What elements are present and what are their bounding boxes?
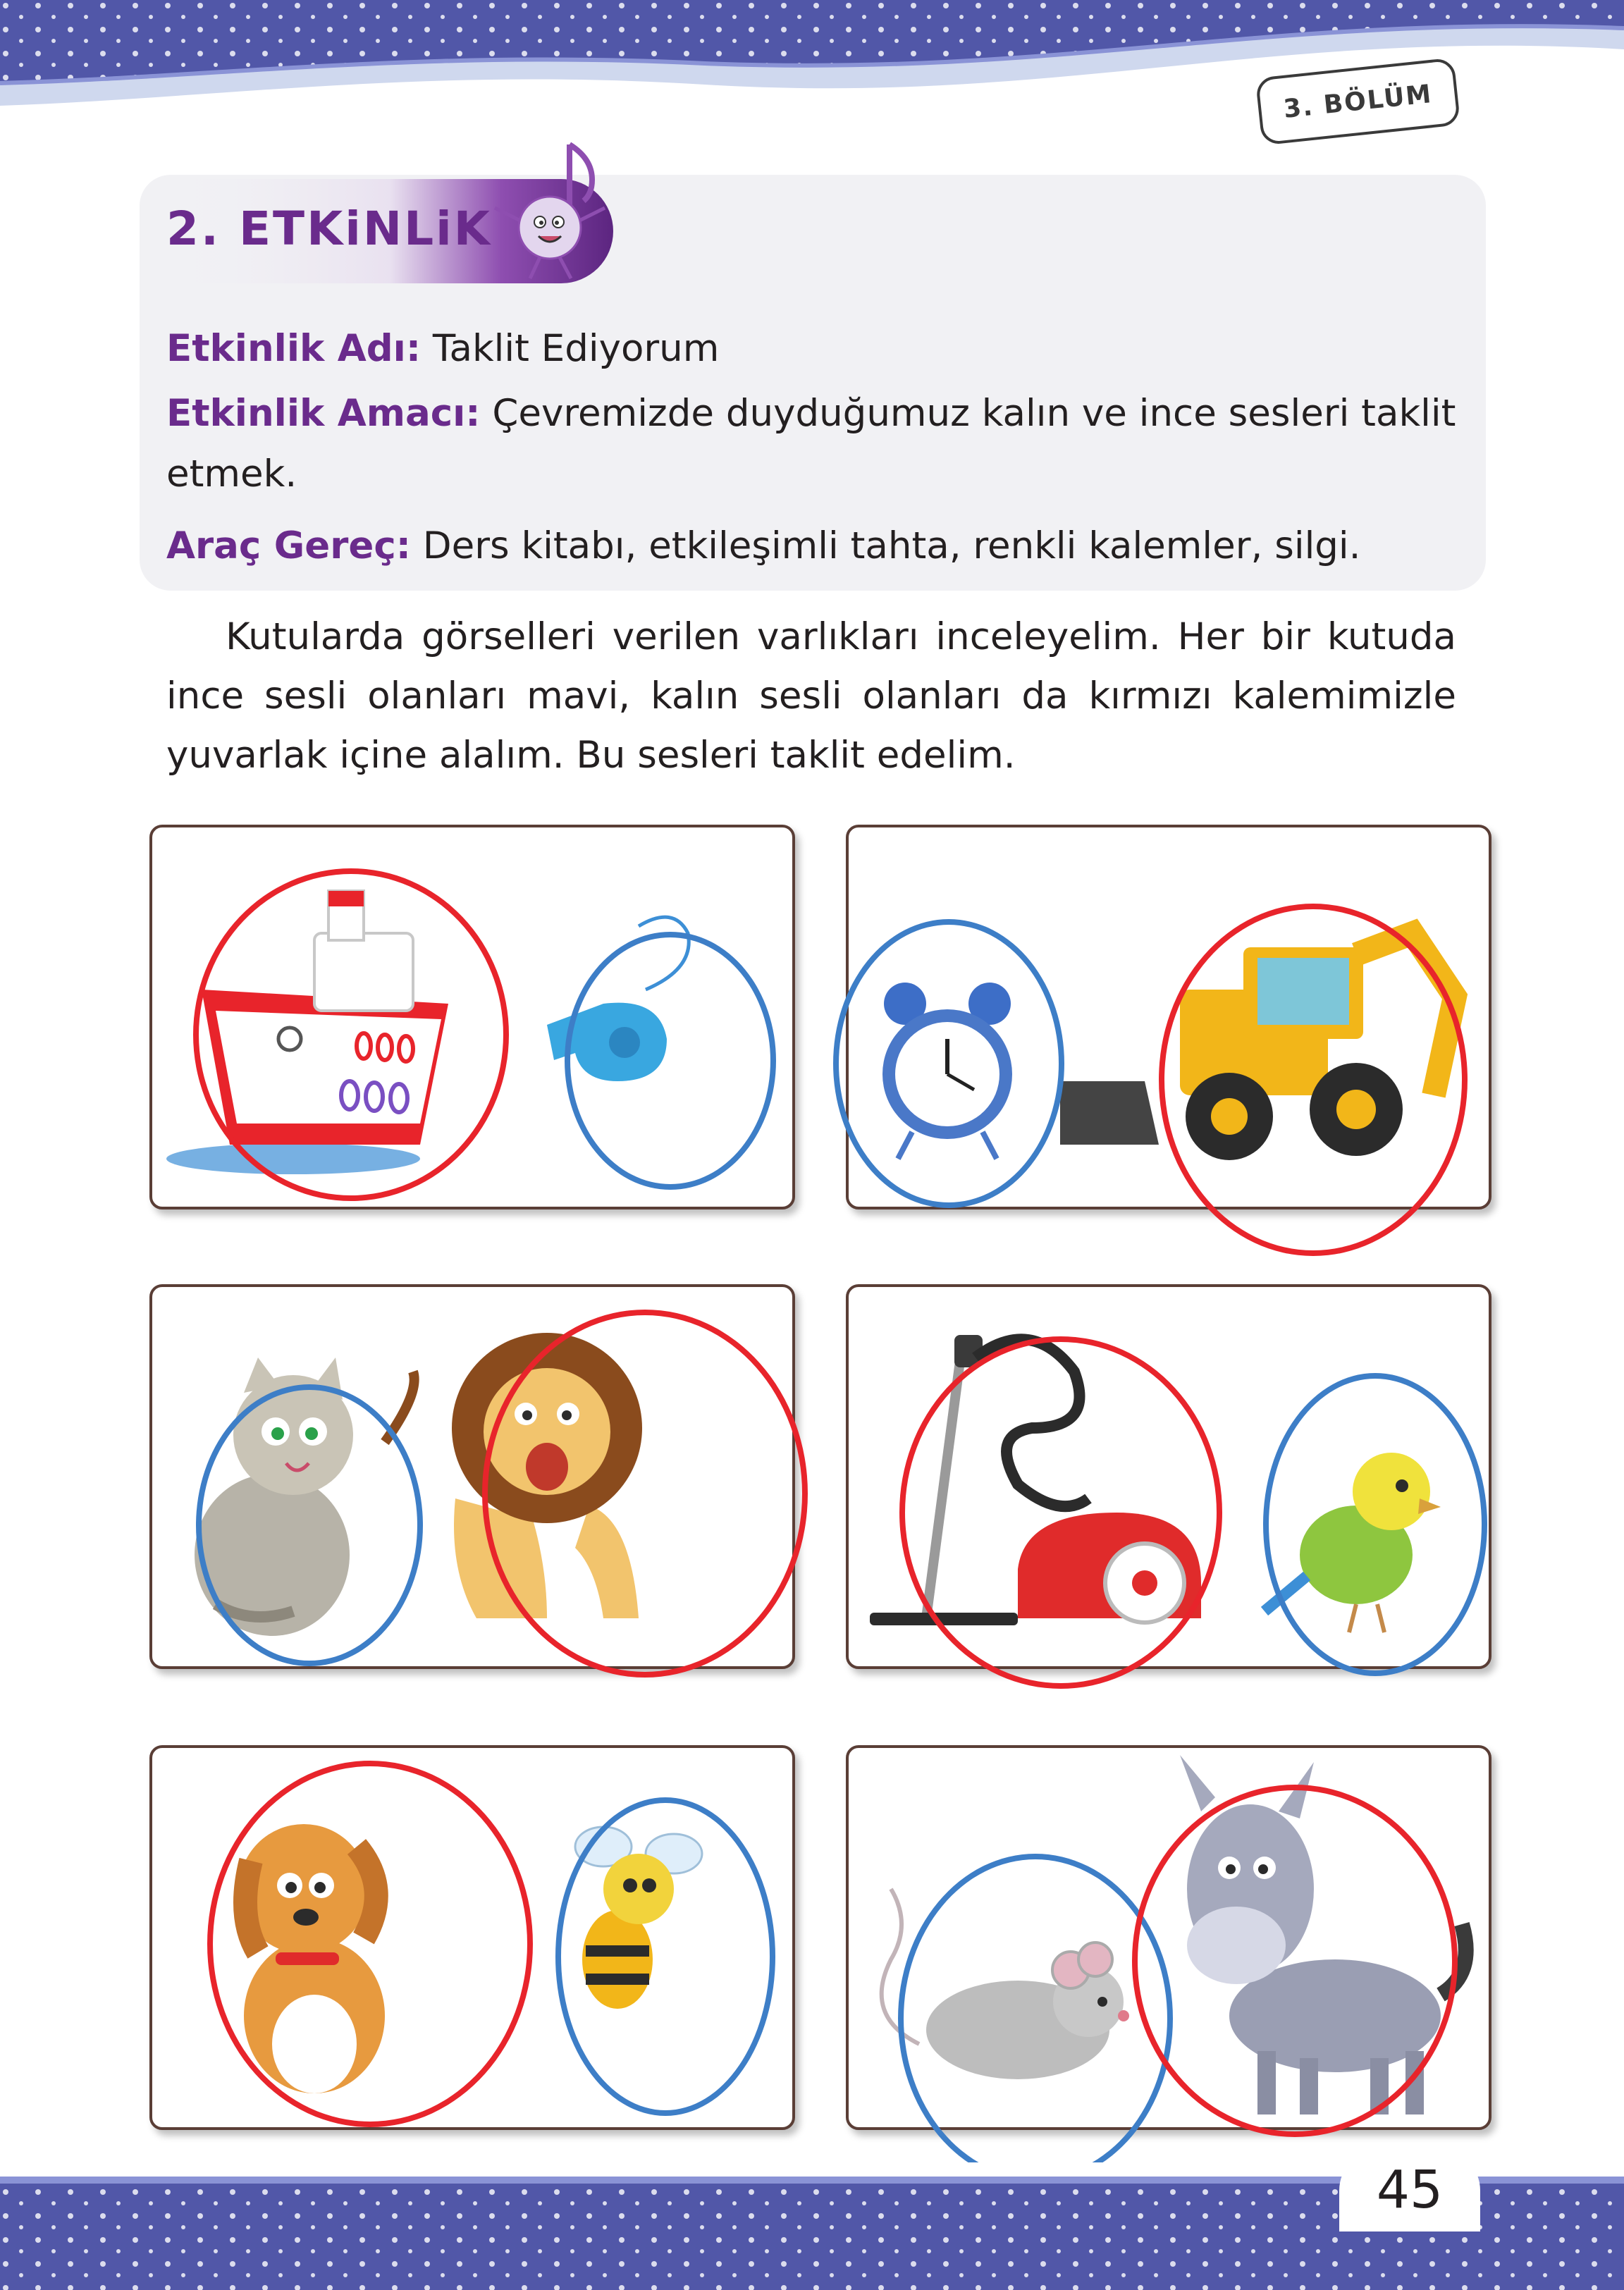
red-circle-mark [193, 868, 509, 1201]
picture-box-4 [846, 1284, 1491, 1669]
activity-aim-continuation: etmek. [166, 453, 297, 495]
instruction-line-3: yuvarlak içine alalım. Bu sesleri taklit edelim. [166, 734, 1016, 777]
music-note-mascot [486, 137, 610, 282]
activity-aim-label: Etkinlik Amacı: [166, 392, 481, 435]
blue-circle-mark [1263, 1373, 1487, 1676]
blue-circle-mark [898, 1854, 1173, 2184]
instruction-line-1: Kutularda görselleri verilen varlıkları inceleyelim. Her bir kutuda [226, 615, 1456, 658]
activity-tools-line [166, 523, 1463, 570]
red-circle-mark [207, 1761, 533, 2127]
activity-tools-value: Ders kitabı, etkileşimli tahta, renkli kalemler, silgi. [410, 524, 1361, 567]
activity-tools-label: Araç Gereç: [166, 524, 411, 567]
instruction-line-2: ince sesli olanları mavi, kalın sesli olanları da kırmızı kalemimizle [166, 675, 1456, 718]
picture-box-2 [846, 825, 1491, 1209]
activity-name-label: Etkinlik Adı: [166, 327, 422, 370]
activity-aim-line [166, 390, 1463, 437]
activity-badge-title: 2. ETKiNLiK [166, 202, 492, 256]
picture-box-1 [149, 825, 795, 1209]
red-circle-mark [1159, 904, 1468, 1256]
blue-circle-mark [196, 1384, 423, 1666]
activity-name-line [166, 326, 1463, 372]
picture-box-6 [846, 1745, 1491, 2130]
chapter-label: 3. BÖLÜM [1255, 57, 1460, 145]
page-number: 45 [1339, 2148, 1480, 2231]
picture-box-3 [149, 1284, 795, 1669]
red-circle-mark [1132, 1785, 1458, 2137]
red-circle-mark [482, 1310, 808, 1678]
picture-box-5 [149, 1745, 795, 2130]
activity-aim-value: Çevremizde duyduğumuz kalın ve ince sesleri taklit [480, 392, 1456, 435]
blue-circle-mark [833, 919, 1064, 1208]
red-circle-mark [899, 1336, 1222, 1689]
instruction-paragraph [166, 608, 1456, 785]
blue-circle-mark [565, 932, 776, 1190]
activity-name-value: Taklit Ediyorum [421, 327, 720, 370]
blue-circle-mark [555, 1797, 775, 2116]
